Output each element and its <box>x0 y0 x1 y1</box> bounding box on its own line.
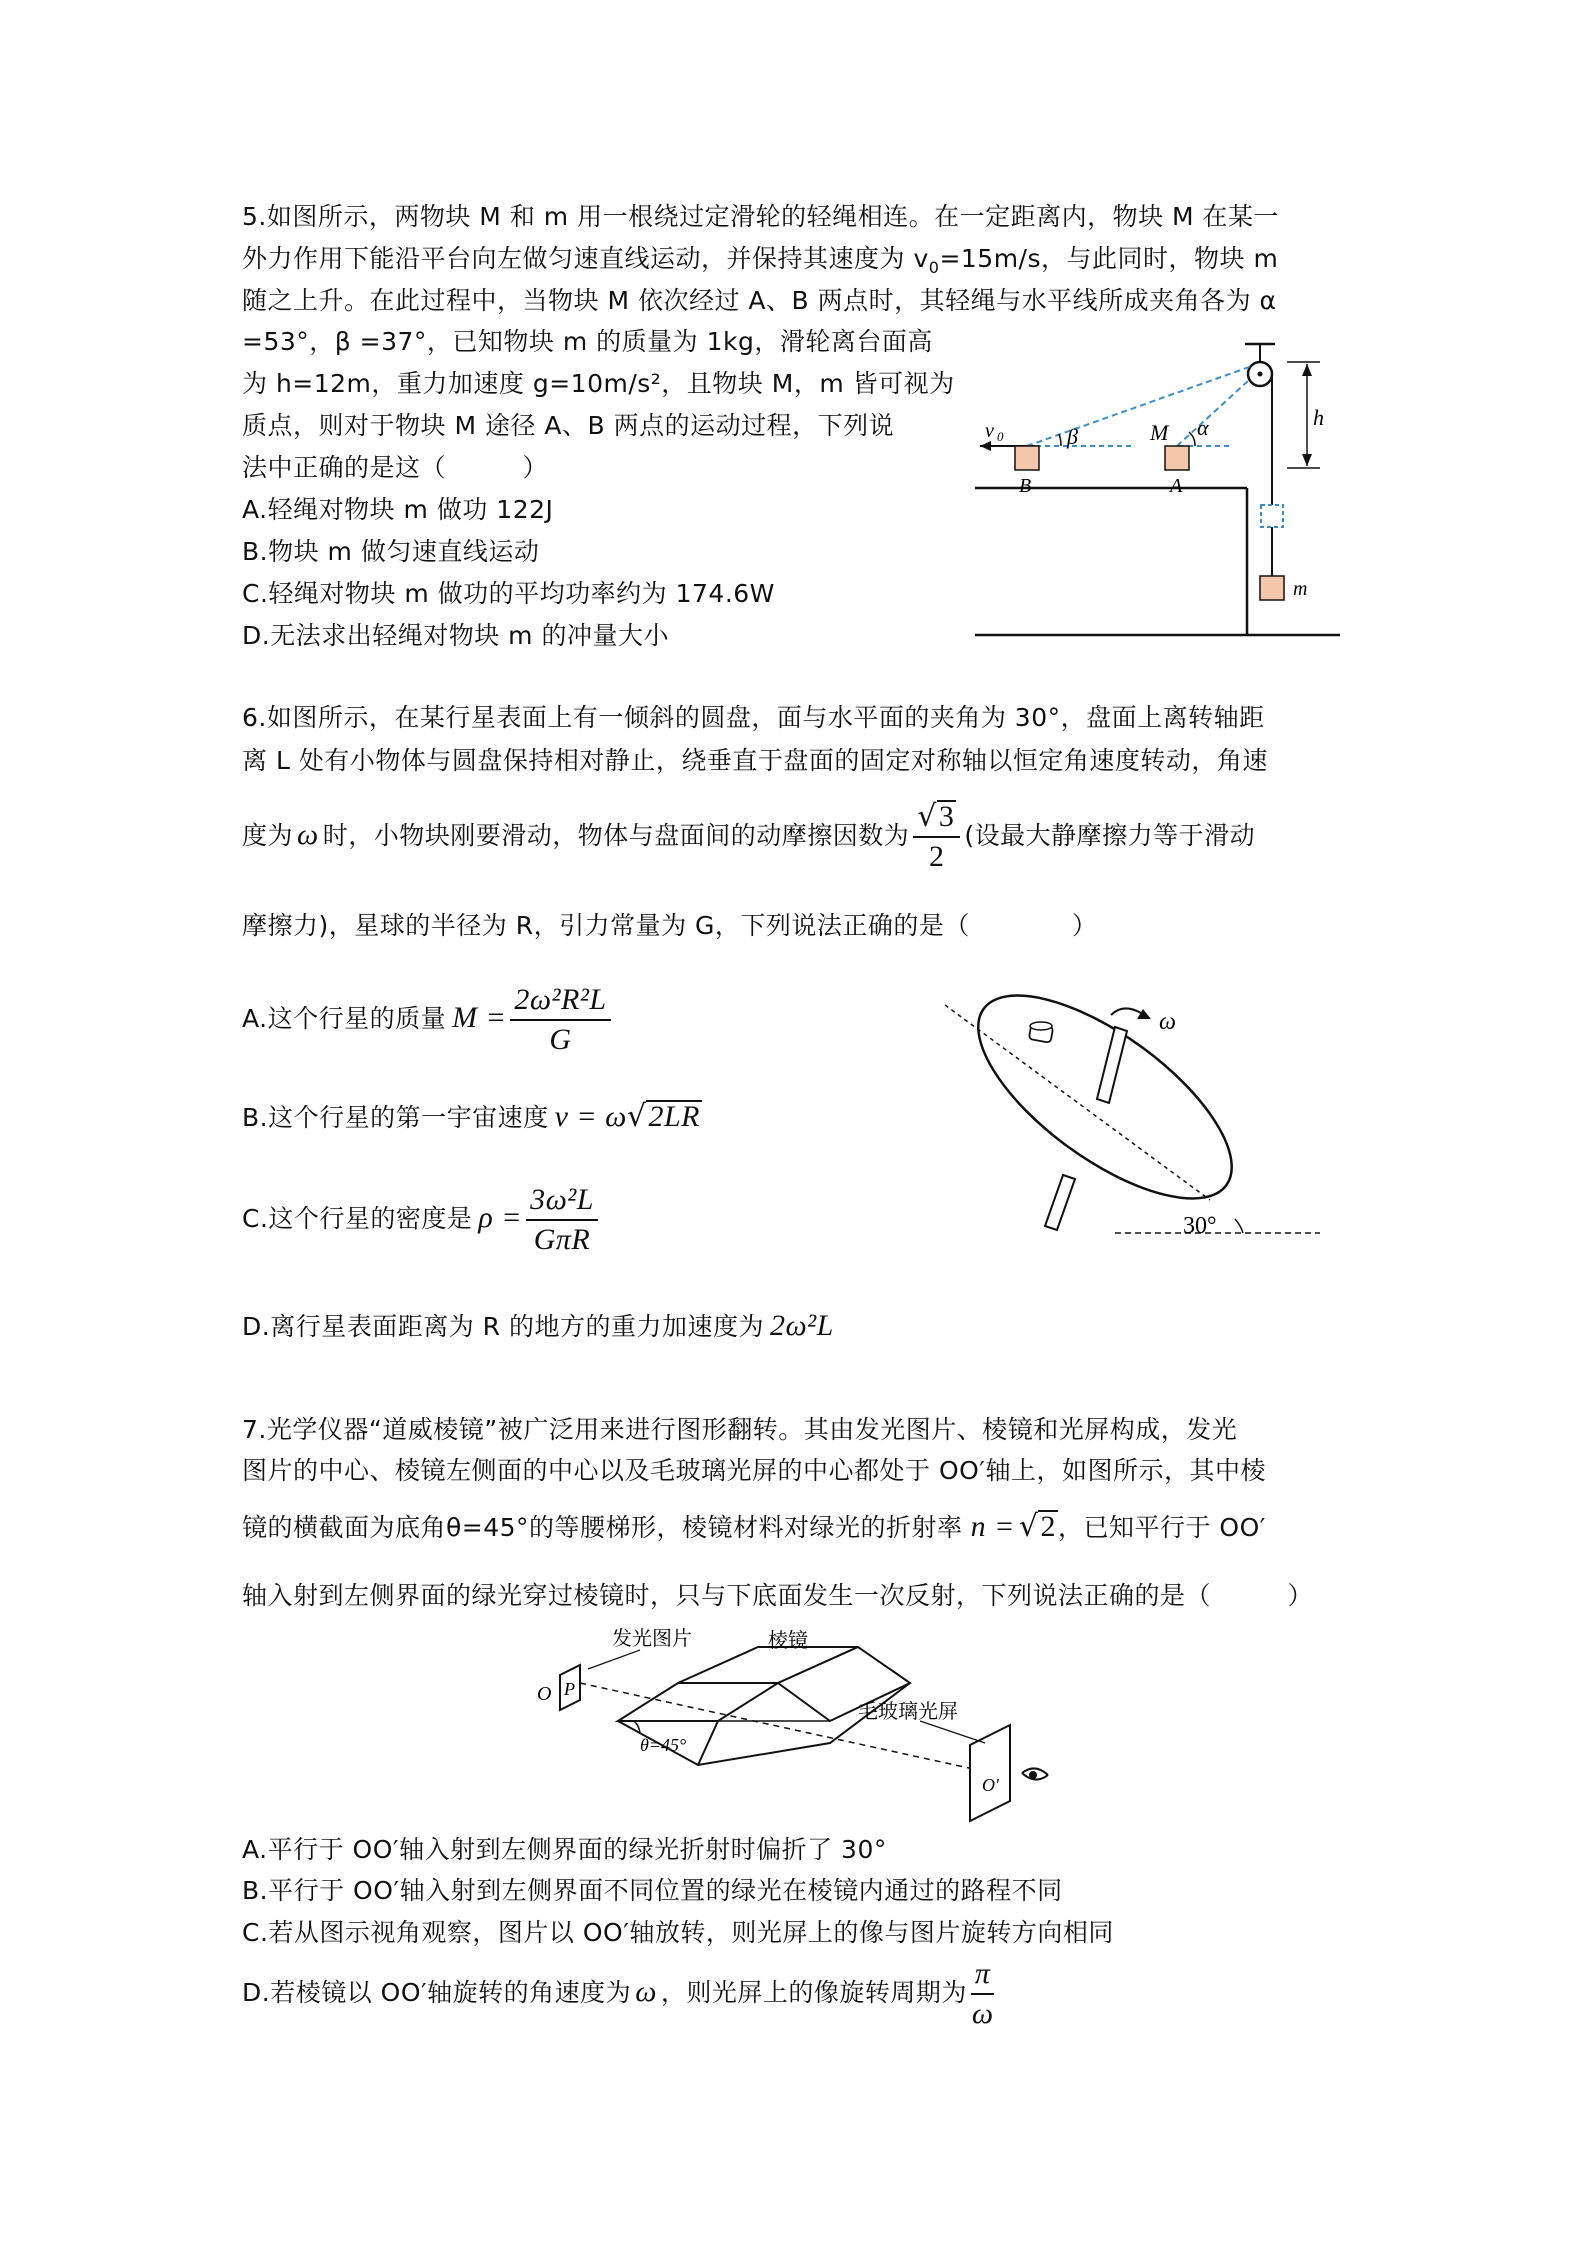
q7-d-fraction <box>971 1957 995 2031</box>
q5-line-7: 法中正确的是这（ ） <box>242 453 549 482</box>
block-a <box>1165 446 1189 470</box>
q7-d-den: ω <box>971 1997 994 2030</box>
q7-option-d <box>242 1952 998 2033</box>
q6-b-lhs: v = ω <box>554 1100 627 1133</box>
q7-line-4: 轴入射到左侧界面的绿光穿过棱镜时，只与下底面发生一次反射，下列说法正确的是（ ） <box>242 1581 1314 1610</box>
q6-mu-den: 2 <box>929 840 945 873</box>
q6-c-text: C.这个行星的密度是 <box>242 1204 473 1233</box>
q6-c-lhs: ρ = <box>478 1201 523 1234</box>
q6-mu-num: 3 <box>938 800 955 833</box>
q6-a-num: 2ω²R²L <box>510 983 610 1021</box>
q7-option-a: A.平行于 OO′轴入射到左侧界面的绿光折射时偏折了 30° <box>242 1835 887 1864</box>
label-beta: β <box>1067 424 1078 449</box>
q6-option-c <box>242 1178 602 1259</box>
q5-option-b: B.物块 m 做匀速直线运动 <box>242 537 540 566</box>
q7-n-radicand: 2 <box>1040 1510 1056 1543</box>
q5-option-c: C.轻绳对物块 m 做功的平均功率约为 174.6W <box>242 579 775 608</box>
eye-icon <box>1022 1768 1048 1779</box>
q6-mu-fraction: $\frac{√3}{2}$ <box>913 800 960 874</box>
q7-d-mid: ，则光屏上的像旋转周期为 <box>660 1978 967 2007</box>
q6-line-3b: 时，小物块刚要滑动，物体与盘面间的动摩擦因数为 <box>322 821 910 850</box>
block-m <box>1260 576 1284 600</box>
q7-line-1: 7.光学仪器“道威棱镜”被广泛用来进行图形翻转。其由发光图片、棱镜和光屏构成，发光 <box>242 1415 1238 1444</box>
label-O: O <box>537 1683 552 1705</box>
q5-option-a: A.轻绳对物块 m 做功 122J <box>242 495 554 524</box>
label-Oprime: O′ <box>982 1775 999 1795</box>
q6-a-lhs: M = <box>452 1001 507 1034</box>
q5-line-3: 随之上升。在此过程中，当物块 M 依次经过 A、B 两点时，其轻绳与水平线所成夹角各为 α <box>242 286 1277 315</box>
q6-line-4: 摩擦力)，星球的半径为 R，引力常量为 G，下列说法正确的是（ ） <box>242 911 1098 940</box>
label-prism: 棱镜 <box>768 1630 808 1652</box>
label-omega: ω <box>1159 1009 1176 1035</box>
q6-c-fraction <box>526 1183 598 1257</box>
q6-line-2: 离 L 处有小物体与圆盘保持相对静止，绕垂直于盘面的固定对称轴以恒定角速度转动，角速 <box>242 746 1268 775</box>
q7-line-3a: 镜的横截面为底角θ=45°的等腰梯形，棱镜材料对绿光的折射率 <box>242 1513 963 1542</box>
q5-option-d: D.无法求出轻绳对物块 m 的冲量大小 <box>242 621 669 650</box>
label-alpha: α <box>1197 415 1209 440</box>
q7-d-omega: ω <box>635 1975 657 2008</box>
label-h: h <box>1313 405 1324 430</box>
q5-line-2b: =15m/s，与此同时，物块 m <box>939 244 1279 273</box>
label-v0-sub: 0 <box>997 429 1004 444</box>
q7-n: n = <box>970 1510 1015 1543</box>
q6-d-text: D.离行星表面距离为 R 的地方的重力加速度为 <box>242 1312 764 1341</box>
q5-line-5: 为 h=12m，重力加速度 g=10m/s²，且物块 M，m 皆可视为 <box>242 369 955 398</box>
q6-option-a <box>242 978 615 1059</box>
block-b <box>1015 446 1039 470</box>
label-P: P <box>564 1679 575 1699</box>
label-source: 发光图片 <box>612 1628 692 1650</box>
label-theta: θ=45° <box>640 1735 687 1755</box>
q5-line-2 <box>242 241 1278 286</box>
q7-option-b: B.平行于 OO′轴入射到左侧界面不同位置的绿光在棱镜内通过的路程不同 <box>242 1876 1063 1905</box>
q5-pulley-figure <box>975 330 1355 650</box>
q6-a-text: A.这个行星的质量 <box>242 1004 447 1033</box>
q7-prism-figure <box>530 1625 1050 1825</box>
q5-v0-subscript: 0 <box>928 258 940 277</box>
q6-line-1: 6.如图所示，在某行星表面上有一倾斜的圆盘，面与水平面的夹角为 30°，盘面上离转轴距 <box>242 703 1265 732</box>
q5-line-1: 5.如图所示，两物块 M 和 m 用一根绕过定滑轮的轻绳相连。在一定距离内，物块 M 在某一 <box>242 202 1280 231</box>
label-M: M <box>1150 420 1169 445</box>
label-m: m <box>1293 578 1308 600</box>
q6-d-expr: 2ω²L <box>769 1309 834 1342</box>
label-screen: 毛玻璃光屏 <box>858 1701 958 1723</box>
label-B: B <box>1019 475 1032 497</box>
q7-d-num: π <box>971 1957 995 1995</box>
label-A: A <box>1170 475 1183 497</box>
q6-option-d <box>242 1304 834 1349</box>
label-v0: v <box>985 420 994 442</box>
q7-d-text: D.若棱镜以 OO′轴旋转的角速度为 <box>242 1978 632 2007</box>
q6-c-den: GπR <box>533 1223 591 1256</box>
disc <box>947 985 1263 1235</box>
q6-option-b: B.这个行星的第一宇宙速度 v = ω√2LR <box>242 1099 700 1134</box>
q7-line-3: 镜的横截面为底角θ=45°的等腰梯形，棱镜材料对绿光的折射率 n = √2，已知平行于 OO′ <box>242 1509 1266 1544</box>
q5-line-6: 质点，则对于物块 M 途径 A、B 两点的运动过程，下列说 <box>242 411 895 440</box>
q7-option-c: C.若从图示视角观察，图片以 OO′轴放转，则光屏上的像与图片旋转方向相同 <box>242 1918 1114 1947</box>
q6-a-fraction <box>510 983 610 1057</box>
label-30deg: 30° <box>1183 1213 1217 1239</box>
q7-line-3b: ，已知平行于 OO′ <box>1057 1513 1266 1542</box>
q6-line-3a: 度为 <box>242 821 294 850</box>
q6-disc-figure <box>945 985 1325 1245</box>
q6-omega: ω <box>297 818 319 851</box>
q6-c-num: 3ω²L <box>526 1183 598 1221</box>
q6-b-radicand: 2LR <box>648 1100 700 1133</box>
q6-line-3c: (设最大静摩擦力等于滑动 <box>964 821 1256 850</box>
q7-line-2: 图片的中心、棱镜左侧面的中心以及毛玻璃光屏的中心都处于 OO′轴上，如图所示，其中棱 <box>242 1456 1266 1485</box>
q5-line-4: =53°，β =37°，已知物块 m 的质量为 1kg，滑轮离台面高 <box>242 327 933 356</box>
q5-line-2a: 外力作用下能沿平台向左做匀速直线运动，并保持其速度为 v <box>242 244 929 273</box>
q6-line-3 <box>242 800 1255 874</box>
q6-b-text: B.这个行星的第一宇宙速度 <box>242 1103 549 1132</box>
q6-a-den: G <box>549 1023 572 1056</box>
